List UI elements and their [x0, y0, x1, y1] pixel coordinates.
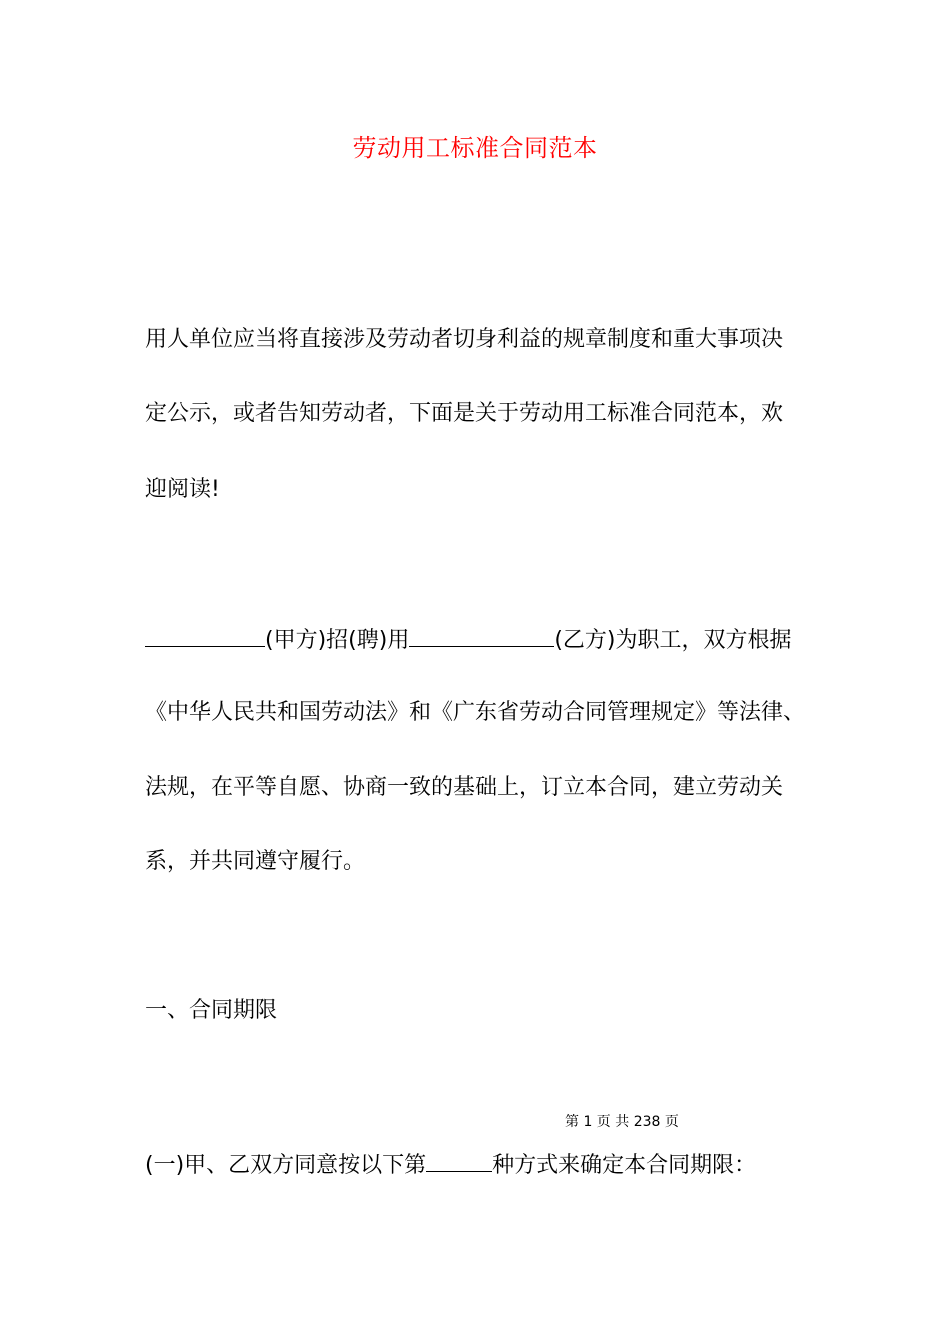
clause1-part-a: (一)甲、乙双方同意按以下第 [145, 1153, 427, 1178]
clause1-part-b: 种方式来确定本合同期限： [492, 1153, 757, 1178]
intro-line-3: 迎阅读! [145, 477, 220, 502]
para2-line-4: 系，并共同遵守履行。 [145, 849, 366, 874]
employer-name-blank[interactable] [145, 622, 265, 647]
para2-line1-part-b: (乙方)为职工，双方根据 [554, 628, 792, 653]
intro-line-2: 定公示，或者告知劳动者，下面是关于劳动用工标准合同范本，欢 [145, 401, 784, 426]
page-number: 第 1 页 共 238 页 [565, 1114, 679, 1130]
para2-line-2: 《中华人民共和国劳动法》和《广东省劳动合同管理规定》等法律、 [145, 700, 806, 725]
para2-line-1 [145, 622, 792, 657]
clause1-line [145, 1147, 756, 1182]
employee-name-blank[interactable] [409, 622, 554, 647]
section1-heading: 一、合同期限 [145, 998, 278, 1023]
document-title: 劳动用工标准合同范本 [352, 134, 598, 162]
para2-line1-part-a: (甲方)招(聘)用 [265, 628, 410, 653]
para2-line-3: 法规，在平等自愿、协商一致的基础上，订立本合同，建立劳动关 [145, 775, 784, 800]
intro-line-1: 用人单位应当将直接涉及劳动者切身利益的规章制度和重大事项决 [145, 327, 784, 352]
option-number-blank[interactable] [426, 1147, 492, 1172]
